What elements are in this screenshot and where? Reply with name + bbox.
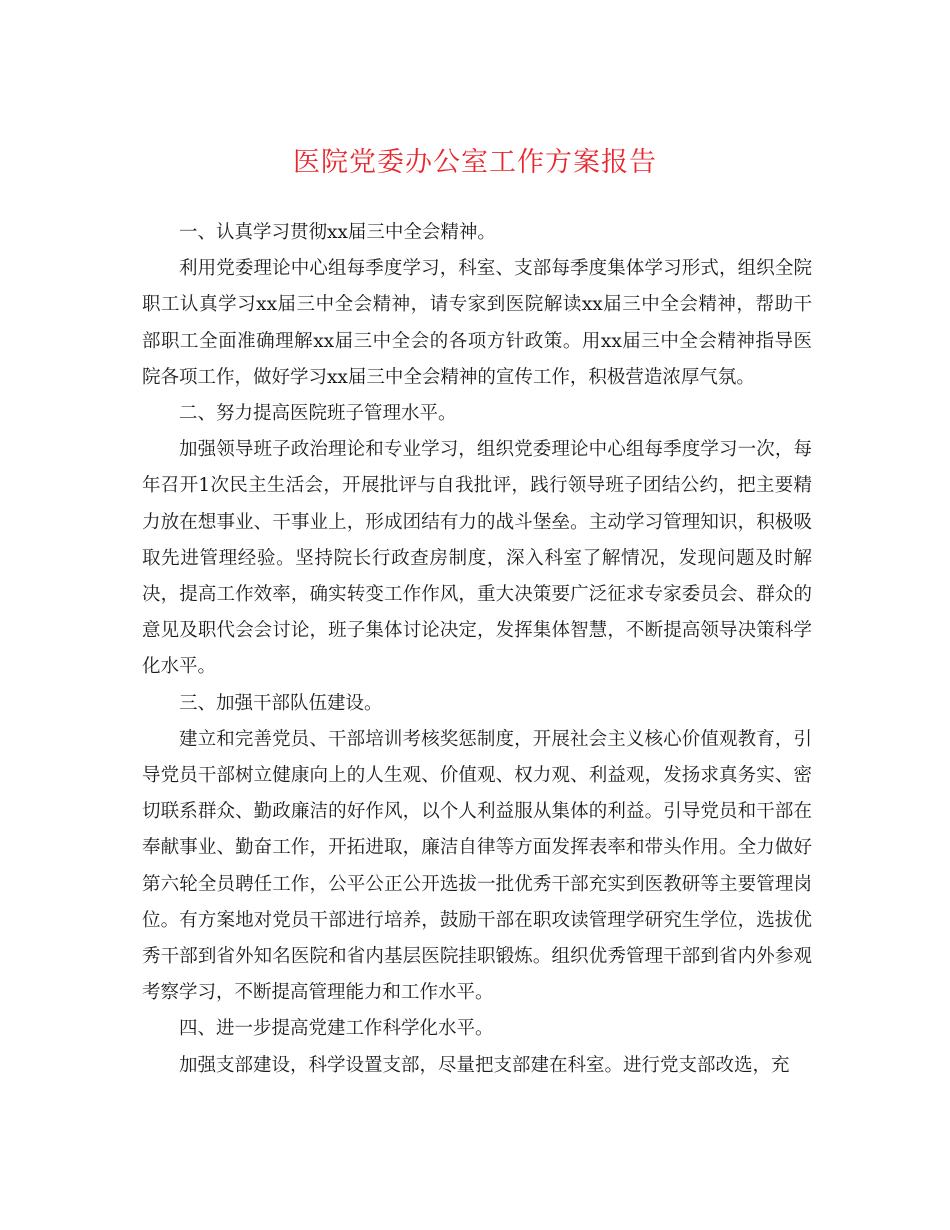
section-heading-4: 四、进一步提高党建工作科学化水平。 (179, 1018, 494, 1040)
paragraph-3: 建立和完善党员、干部培训考核奖惩制度，开展社会主义核心价值观教育，引导党员干部树立健康向上的人生观、价值观、权力观、利益观，发扬求真务实、密切联系群众、勤政廉洁的好作风，以个人利益服从集体的利益。引导党员和干部在奉献事业、勤奋工作，开拓进取，廉洁自律等方面发挥表率和带头作用。全力做好第六轮全员聘任工作，公平公正公开选拔一批优秀干部充实到医教研等主要管理岗位。有方案地对党员干部进行培养，鼓励干部在职攻读管理学研究生学位，选拔优秀干部到省外知名医院和省内基层医院挂职锻炼。组织优秀管理干部到省内外参观考察学习，不断提高管理能力和工作水平。 (142, 728, 812, 1004)
paragraph-1: 利用党委理论中心组每季度学习，科室、支部每季度集体学习形式，组织全院职工认真学习xx届三中全会精神，请专家到医院解读xx届三中全会精神，帮助干部职工全面准确理解xx届三中全会的各项方针政策。用xx届三中全会精神指导医院各项工作，做好学习xx届三中全会精神的宣传工作，积极营造浓厚气氛。 (142, 258, 812, 388)
section-heading-3: 三、加强干部队伍建设。 (179, 692, 383, 714)
section-heading-1: 一、认真学习贯彻xx届三中全会精神。 (179, 222, 496, 243)
document-body (142, 215, 812, 1084)
paragraph-4: 加强支部建设，科学设置支部，尽量把支部建在科室。进行党支部改选，充 (179, 1054, 790, 1076)
section-heading-2: 二、努力提高医院班子管理水平。 (179, 403, 457, 425)
document-title: 医院党委办公室工作方案报告 (293, 147, 657, 178)
paragraph-2: 加强领导班子政治理论和专业学习，组织党委理论中心组每季度学习一次，每年召开1次民主生活会，开展批评与自我批评，践行领导班子团结公约，把主要精力放在想事业、干事业上，形成团结有力的战斗堡垒。主动学习管理知识，积极吸取先进管理经验。坚持院长行政查房制度，深入科室了解情况，发现问题及时解决，提高工作效率，确实转变工作作风，重大决策要广泛征求专家委员会、群众的意见及职代会会讨论，班子集体讨论决定，发挥集体智慧，不断提高领导决策科学化水平。 (142, 439, 812, 678)
